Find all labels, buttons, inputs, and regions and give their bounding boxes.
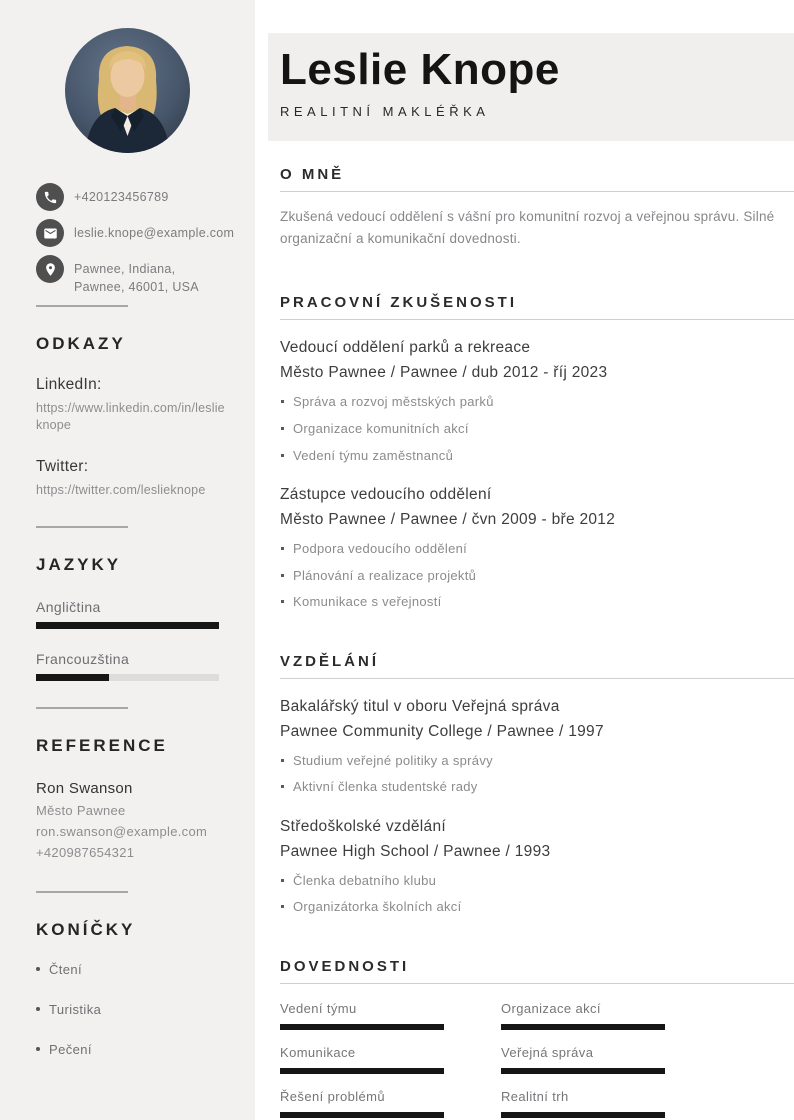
bullet-text: Plánování a realizace projektů <box>293 567 477 583</box>
experience-heading: PRACOVNÍ ZKUŠENOSTI <box>280 294 518 312</box>
bullet-item <box>280 448 794 464</box>
bullet-item <box>280 873 794 889</box>
linkedin-label: LinkedIn: <box>36 376 102 394</box>
language-level-fill <box>36 674 109 681</box>
person-name: Leslie Knope <box>280 45 560 94</box>
job-bullets <box>280 541 794 611</box>
job-entry <box>280 486 794 611</box>
linkedin-url[interactable]: https://www.linkedin.com/in/leslieknope <box>36 401 225 433</box>
section-rule <box>280 191 794 192</box>
skill-name: Realitní trh <box>501 1088 569 1104</box>
bullet-square <box>281 454 284 457</box>
twitter-label: Twitter: <box>36 458 89 475</box>
job-title: REALITNÍ MAKLÉŘKA <box>280 104 490 119</box>
hobby-label: Turistika <box>49 1001 102 1017</box>
education-section <box>280 653 794 916</box>
address-text: Pawnee, Indiana, Pawnee, 46001, USA <box>74 262 199 295</box>
bullet-square <box>281 759 284 762</box>
sidebar-divider <box>36 891 128 893</box>
education-bullets <box>280 753 794 796</box>
skill-level-bar <box>501 1068 665 1074</box>
skills-section <box>280 958 794 1118</box>
sidebar-divider <box>36 305 128 307</box>
skills-heading: DOVEDNOSTI <box>280 957 410 975</box>
skill-level-bar <box>501 1112 665 1118</box>
contact-section <box>36 183 235 296</box>
bullet-item <box>280 541 794 557</box>
bullet-text: Správa a rozvoj městských parků <box>293 394 494 410</box>
language-name: Angličtina <box>36 598 101 615</box>
bullet-square <box>281 785 284 788</box>
school-meta: Pawnee Community College / Pawnee / 1997 <box>280 722 604 740</box>
bullet-dot <box>36 967 40 971</box>
twitter-url[interactable]: https://twitter.com/leslieknope <box>36 483 206 497</box>
education-heading: VZDĚLÁNÍ <box>280 652 379 670</box>
skill-level-fill <box>280 1024 444 1030</box>
skill-name: Vedení týmu <box>280 1000 357 1016</box>
bullet-square <box>281 574 284 577</box>
education-entry <box>280 698 794 796</box>
skill-name: Komunikace <box>280 1044 356 1060</box>
reference-name: Ron Swanson <box>36 779 133 797</box>
bullet-dot <box>36 1047 40 1051</box>
bullet-square <box>281 427 284 430</box>
profile-photo-image <box>65 28 190 153</box>
skill-name: Veřejná správa <box>501 1044 594 1060</box>
bullet-text: Organizace komunitních akcí <box>293 420 469 436</box>
reference-section-heading: REFERENCE <box>36 735 168 755</box>
experience-section <box>280 294 794 611</box>
skill-level-fill <box>501 1112 665 1118</box>
job-position: Zástupce vedoucího oddělení <box>280 485 492 503</box>
bullet-dot <box>36 1007 40 1011</box>
hobby-item <box>36 962 227 977</box>
reference-phone: +420987654321 <box>36 844 135 860</box>
job-position: Vedoucí oddělení parků a rekreace <box>280 339 531 357</box>
links-section-heading: ODKAZY <box>36 334 126 354</box>
bullet-text: Podpora vedoucího oddělení <box>293 540 468 556</box>
language-level-fill <box>36 622 219 629</box>
skill-item <box>501 1045 665 1074</box>
education-entry <box>280 818 794 916</box>
job-meta: Město Pawnee / Pawnee / čvn 2009 - bře 2012 <box>280 510 616 528</box>
education-bullets <box>280 873 794 916</box>
bullet-square <box>281 600 284 603</box>
hobbies-section-heading: KONÍČKY <box>36 919 136 939</box>
bullet-text: Členka debatního klubu <box>293 872 437 888</box>
language-level-bar <box>36 622 219 629</box>
bullet-item <box>280 421 794 437</box>
bullet-text: Organizátorka školních akcí <box>293 899 462 915</box>
skill-item <box>501 1089 665 1118</box>
skill-item <box>280 1089 444 1118</box>
job-bullets <box>280 394 794 464</box>
section-rule <box>280 319 794 320</box>
bullet-item <box>280 899 794 915</box>
section-rule <box>280 678 794 679</box>
reference-email[interactable]: ron.swanson@example.com <box>36 823 208 839</box>
email-address[interactable]: leslie.knope@example.com <box>74 226 235 240</box>
skill-item <box>280 1045 444 1074</box>
about-text: Zkušená vedoucí oddělení s vášní pro komunitní rozvoj a veřejnou správu. Silné organizační a komunikační dovednosti. <box>280 209 775 246</box>
bullet-square <box>281 879 284 882</box>
skills-grid <box>280 1001 794 1118</box>
skill-level-fill <box>501 1024 665 1030</box>
name-header <box>268 33 794 141</box>
contact-phone-row <box>36 183 227 211</box>
school-meta: Pawnee High School / Pawnee / 1993 <box>280 842 551 860</box>
degree-title: Bakalářský titul v oboru Veřejná správa <box>280 697 560 715</box>
skill-level-bar <box>280 1068 444 1074</box>
language-level-bar <box>36 674 219 681</box>
sidebar-divider <box>36 707 128 709</box>
email-icon <box>36 219 64 247</box>
degree-title: Středoškolské vzdělání <box>280 817 446 835</box>
bullet-item <box>280 568 794 584</box>
main-column <box>268 0 794 1120</box>
bullet-item <box>280 394 794 410</box>
skill-item <box>280 1001 444 1030</box>
sidebar <box>0 0 255 1120</box>
hobby-label: Čtení <box>49 961 83 977</box>
skill-level-bar <box>501 1024 665 1030</box>
bullet-text: Vedení týmu zaměstnanců <box>293 447 454 463</box>
hobby-item <box>36 1002 227 1017</box>
bullet-square <box>281 547 284 550</box>
skill-item <box>501 1001 665 1030</box>
skill-name: Řešení problémů <box>280 1088 385 1104</box>
profile-photo <box>65 28 190 153</box>
bullet-item <box>280 753 794 769</box>
languages-section-heading: JAZYKY <box>36 554 122 574</box>
skill-level-fill <box>280 1068 444 1074</box>
language-name: Francouzština <box>36 650 130 667</box>
job-entry <box>280 339 794 464</box>
about-heading: O MNĚ <box>280 166 345 183</box>
bullet-text: Studium veřejné politiky a správy <box>293 752 493 768</box>
skill-level-fill <box>280 1112 444 1118</box>
bullet-item <box>280 779 794 795</box>
contact-address-row <box>36 255 227 296</box>
about-section <box>280 166 794 249</box>
sidebar-divider <box>36 526 128 528</box>
skill-name: Organizace akcí <box>501 1000 601 1016</box>
bullet-item <box>280 594 794 610</box>
bullet-square <box>281 905 284 908</box>
reference-company: Město Pawnee <box>36 802 126 818</box>
skill-level-bar <box>280 1024 444 1030</box>
bullet-square <box>281 400 284 403</box>
contact-email-row <box>36 219 235 247</box>
hobby-label: Pečení <box>49 1041 92 1057</box>
hobby-item <box>36 1042 227 1057</box>
phone-icon <box>36 183 64 211</box>
section-rule <box>280 983 794 984</box>
bullet-text: Komunikace s veřejností <box>293 594 442 610</box>
skill-level-fill <box>501 1068 665 1074</box>
location-icon <box>36 255 64 283</box>
job-meta: Město Pawnee / Pawnee / dub 2012 - říj 2023 <box>280 364 608 382</box>
phone-number: +420123456789 <box>74 190 169 204</box>
skill-level-bar <box>280 1112 444 1118</box>
bullet-text: Aktivní členka studentské rady <box>293 779 478 795</box>
